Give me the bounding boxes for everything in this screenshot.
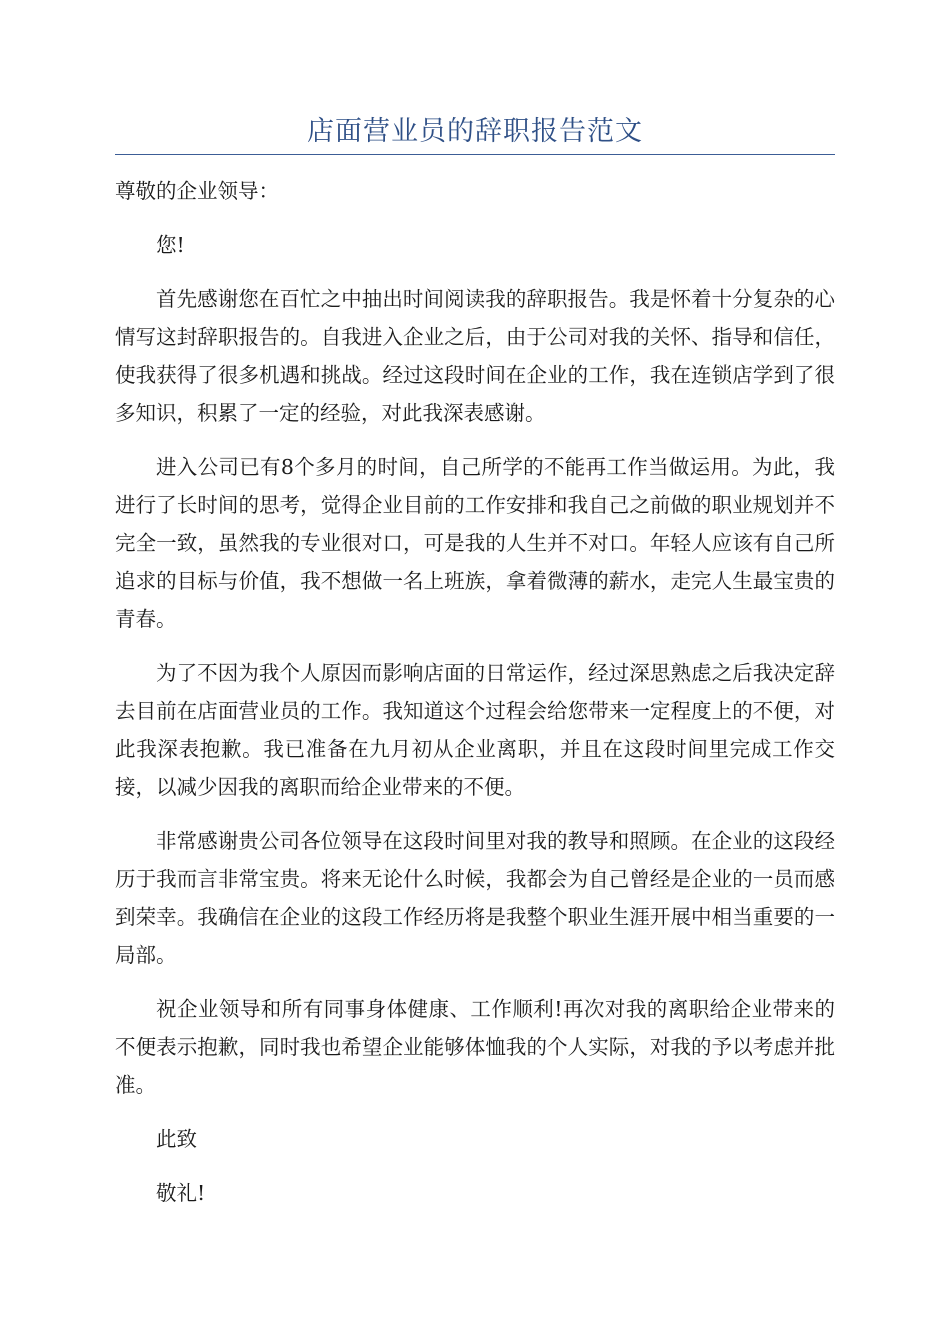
paragraph: 非常感谢贵公司各位领导在这段时间里对我的教导和照顾。在企业的这段经历于我而言非常宝贵。将来无论什么时候，我都会为自己曾经是企业的一员而感到荣幸。我确信在企业的这段工作经历将是我整个职业生涯开展中相当重要的一局部。 — [115, 829, 835, 967]
salutation: 尊敬的企业领导： — [115, 179, 279, 203]
paragraph: 祝企业领导和所有同事身体健康、工作顺利!再次对我的离职给企业带来的不便表示抱歉，同时我也希望企业能够体恤我的个人实际，对我的予以考虑并批准。 — [115, 997, 835, 1097]
paragraph: 进入公司已有8个多月的时间，自己所学的不能再工作当做运用。为此，我进行了长时间的思考，觉得企业目前的工作安排和我自己之前做的职业规划并不完全一致，虽然我的专业很对口，可是我的人生并不对口。年轻人应该有自己所追求的目标与价值，我不想做一名上班族，拿着微薄的薪水，走完人生最宝贵的青春。 — [115, 455, 835, 631]
closing-salute: 敬礼! — [156, 1181, 206, 1205]
closing-line: 此致 — [156, 1127, 197, 1151]
title-underline — [115, 154, 835, 155]
greeting: 您! — [156, 233, 185, 257]
paragraph: 为了不因为我个人原因而影响店面的日常运作，经过深思熟虑之后我决定辞去目前在店面营业员的工作。我知道这个过程会给您带来一定程度上的不便，对此我深表抱歉。我已准备在九月初从企业离职，并且在这段时间里完成工作交接，以减少因我的离职而给企业带来的不便。 — [115, 661, 835, 799]
paragraph: 首先感谢您在百忙之中抽出时间阅读我的辞职报告。我是怀着十分复杂的心情写这封辞职报告的。自我进入企业之后，由于公司对我的关怀、指导和信任，使我获得了很多机遇和挑战。经过这段时间在企业的工作，我在连锁店学到了很多知识，积累了一定的经验，对此我深表感谢。 — [115, 287, 835, 425]
document-title: 店面营业员的辞职报告范文 — [307, 116, 643, 147]
document-body — [115, 172, 835, 1228]
